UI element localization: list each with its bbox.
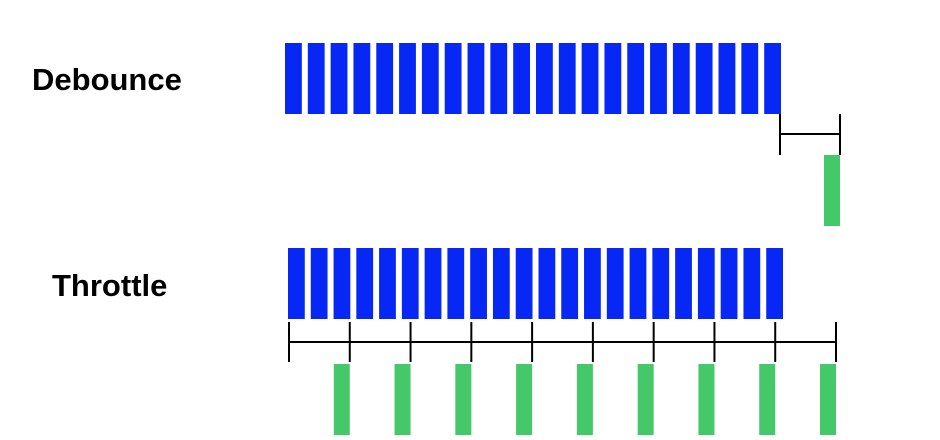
debounce-event-bar (627, 43, 644, 114)
throttle-fire-bar (698, 364, 714, 435)
debounce-event-bar (353, 43, 370, 114)
debounce-event-bar (399, 43, 416, 114)
debounce-event-bar (308, 43, 325, 114)
throttle-event-bar (402, 248, 419, 319)
debounce-event-bar (673, 43, 690, 114)
debounce-event-bar (422, 43, 439, 114)
throttle-event-bar (334, 248, 351, 319)
debounce-event-bar (604, 43, 621, 114)
throttle-fire-bar (759, 364, 775, 435)
debounce-label: Debounce (32, 62, 182, 97)
throttle-fire-bar (334, 364, 350, 435)
throttle-event-bar (311, 248, 328, 319)
throttle-event-bar (447, 248, 464, 319)
throttle-event-bar (493, 248, 510, 319)
throttle-event-bar (516, 248, 533, 319)
debounce-event-bar (445, 43, 462, 114)
debounce-event-bars (285, 43, 781, 114)
debounce-event-bar (376, 43, 393, 114)
debounce-event-bar (490, 43, 507, 114)
throttle-label: Throttle (52, 268, 168, 303)
throttle-fire-bar (638, 364, 654, 435)
throttle-event-bar (561, 248, 578, 319)
throttle-event-bar (652, 248, 669, 319)
throttle-event-bar (539, 248, 556, 319)
throttle-interval-timeline (289, 322, 836, 362)
debounce-fire-bar (824, 155, 840, 226)
debounce-fire-bars (824, 155, 840, 226)
throttle-fire-bar (516, 364, 532, 435)
debounce-event-bar (582, 43, 599, 114)
throttle-fire-bar (395, 364, 411, 435)
throttle-event-bar (379, 248, 396, 319)
debounce-event-bar (468, 43, 485, 114)
debounce-event-bar (696, 43, 713, 114)
throttle-event-bar (675, 248, 692, 319)
debounce-event-bar (650, 43, 667, 114)
throttle-fire-bar (820, 364, 836, 435)
throttle-event-bar (356, 248, 373, 319)
debounce-event-bar (719, 43, 736, 114)
throttle-fire-bars (334, 364, 836, 435)
throttle-event-bar (607, 248, 624, 319)
throttle-event-bar (425, 248, 442, 319)
debounce-event-bar (741, 43, 758, 114)
throttle-event-bar (743, 248, 760, 319)
throttle-event-bar (721, 248, 738, 319)
debounce-event-bar (536, 43, 553, 114)
debounce-wait-bracket (780, 114, 840, 155)
debounce-event-bar (513, 43, 530, 114)
debounce-event-bar (285, 43, 302, 114)
throttle-event-bar (288, 248, 305, 319)
debounce-event-bar (764, 43, 781, 114)
debounce-event-bar (331, 43, 348, 114)
throttle-event-bars (288, 248, 783, 319)
throttle-event-bar (630, 248, 647, 319)
throttle-event-bar (766, 248, 783, 319)
throttle-event-bar (698, 248, 715, 319)
throttle-fire-bar (455, 364, 471, 435)
throttle-event-bar (584, 248, 601, 319)
debounce-event-bar (559, 43, 576, 114)
throttle-event-bar (470, 248, 487, 319)
throttle-fire-bar (577, 364, 593, 435)
